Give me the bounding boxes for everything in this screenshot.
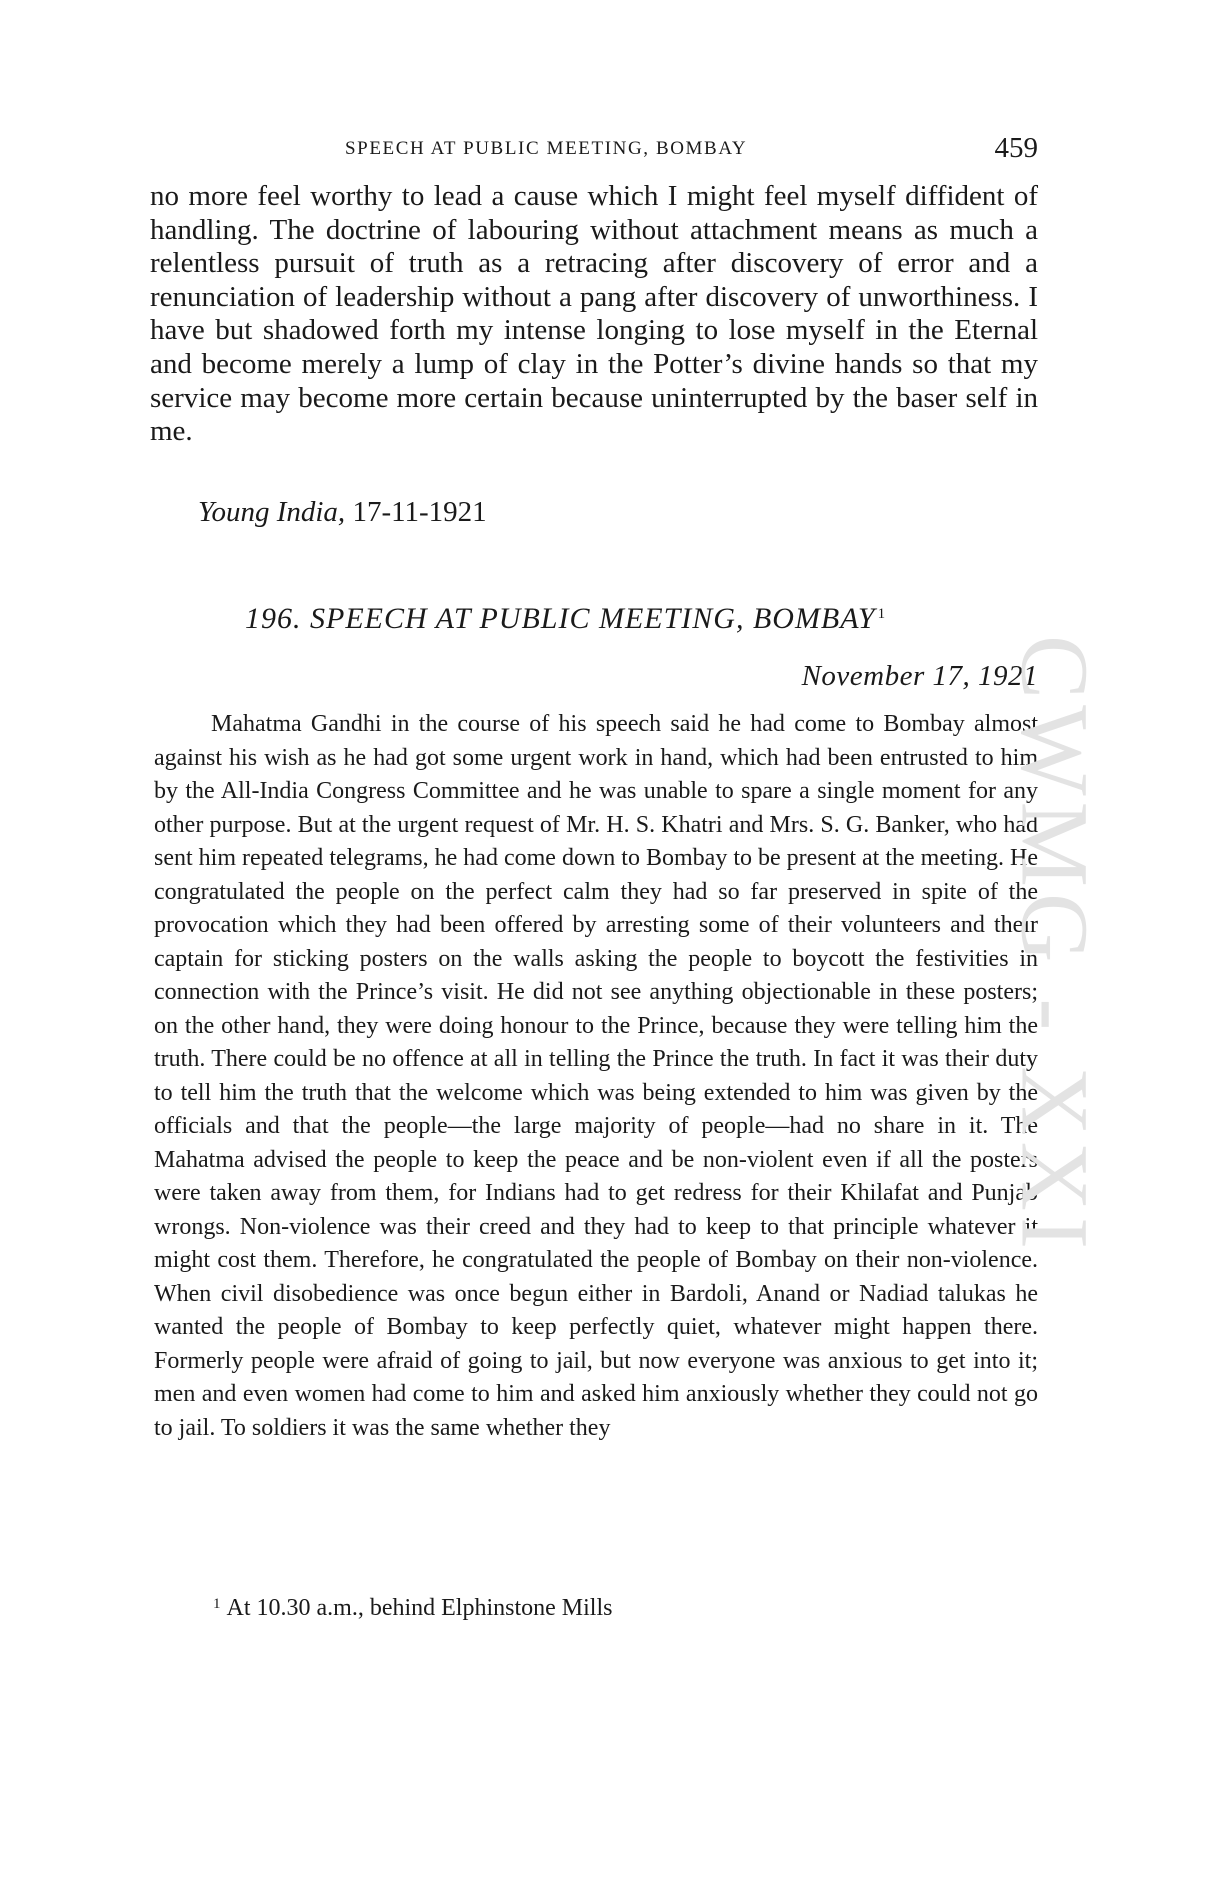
- footnote: [213, 1595, 612, 1622]
- speech-body: Mahatma Gandhi in the course of his speech said he had come to Bombay almost against his wish as he had got some urgent work in hand, which had been entrusted to him by the All-India Congress Committee and he was unable to spare a single moment for any other purpose. But at the urgent request of Mr. H. S. Khatri and Mrs. S. G. Banker, who had sent him repeated telegrams, he had come down to Bombay to be present at the meeting. He congratulated the people on the perfect calm they had so far preserved in spite of the provocation which they had been offered by arresting some of their volunteers and their captain for sticking posters on the walls asking the people to boycott the festivities in connection with the Prince’s visit. He did not see anything objectionable in these posters; on the other hand, they were doing honour to the Prince, because they were telling him the truth. There could be no offence at all in telling the Prince the truth. In fact it was their duty to tell him the truth that the welcome which was being extended to him was given by the officials and that the people—the large majority of people—had no share in it. The Mahatma advised the people to keep the peace and be non-violent even if all the posters were taken away from them, for Indians had to get redress for their Khilafat and Punjab wrongs. Non-violence was their creed and they had to keep to that principle whatever it might cost them. Therefore, he congratulated the people of Bombay on their non-violence. When civil disobedience was once begun either in Bardoli, Anand or Nadiad talukas he wanted the people of Bombay to keep perfectly quiet, whatever might happen there. Formerly people were afraid of going to jail, but now everyone was anxious to get into it; men and even women had come to him and asked him anxiously whether they could not go to jail. To soldiers it was the same whether they: [154, 711, 1038, 1441]
- dateline: November 17, 1921: [801, 660, 1038, 692]
- running-title: SPEECH AT PUBLIC MEETING, BOMBAY: [345, 138, 748, 159]
- continued-paragraph: no more feel worthy to lead a cause which I might feel myself diffident of handling. The doctrine of labouring without attachment means as much a relentless pursuit of truth as a retracing after discovery of error and a renunciation of leadership without a pang after discovery of unworthiness. I have but shadowed forth my intense longing to lose myself in the Eternal and become merely a lump of clay in the Potter’s divine hands so that my service may become more certain because uninterrupted by the baser self in me.: [150, 180, 1038, 448]
- footnote-text: At 10.30 a.m., behind Elphinstone Mills: [226, 1595, 613, 1621]
- footnote-reference[interactable]: 1: [877, 606, 887, 622]
- source-date: 17-11-1921: [352, 496, 487, 528]
- footnote-marker: 1: [213, 1596, 221, 1612]
- source-publication: Young India,: [198, 496, 346, 528]
- section-heading-text: 196. SPEECH AT PUBLIC MEETING, BOMBAY: [245, 602, 876, 635]
- page-number: 459: [994, 132, 1038, 164]
- source-citation: [198, 496, 487, 529]
- running-head: [150, 132, 1038, 166]
- section-heading: [245, 602, 886, 636]
- watermark-text: CWMG - XXI: [1001, 635, 1109, 1255]
